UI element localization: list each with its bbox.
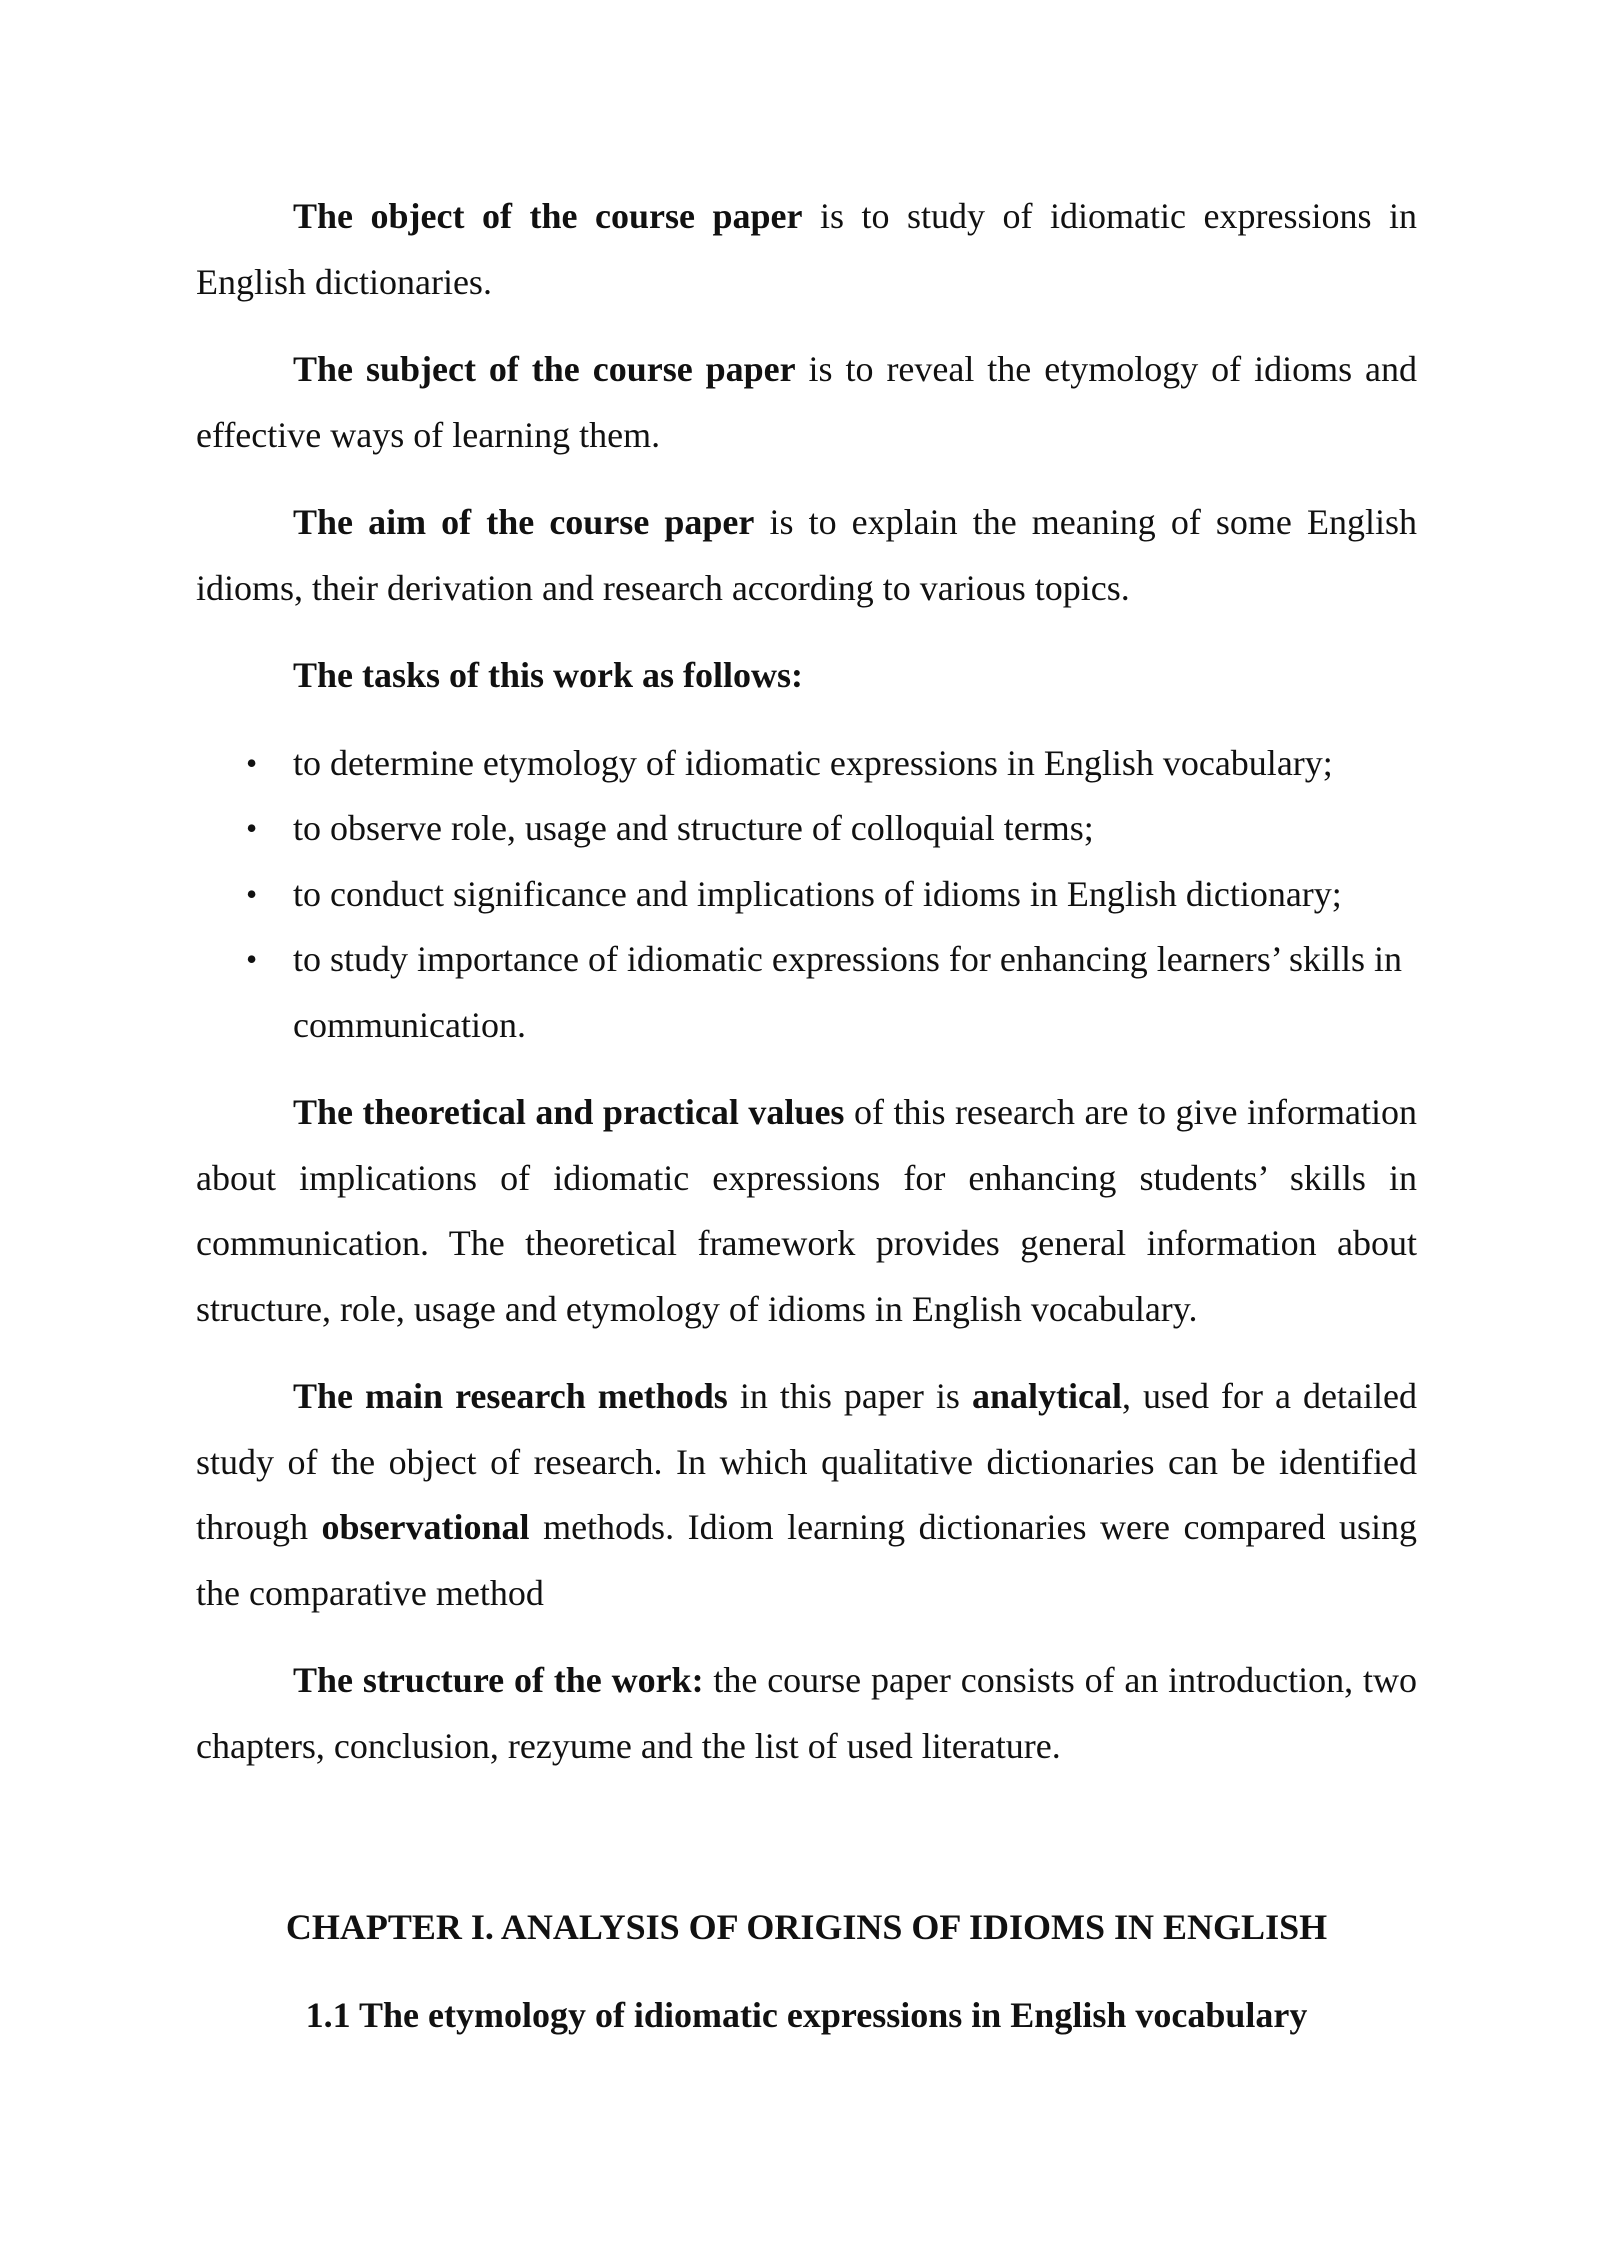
- chapter-heading: CHAPTER I. ANALYSIS OF ORIGINS OF IDIOMS IN ENGLISH: [285, 1907, 1328, 1947]
- bullet-icon: •: [246, 941, 258, 977]
- task-item: [196, 731, 1417, 797]
- task-text: to conduct significance and implications of idioms in English dictionary;: [293, 873, 1342, 914]
- task-item: [196, 862, 1417, 928]
- task-text: to study importance of idiomatic expressions for enhancing learners’ skills in communication.: [293, 939, 1403, 1045]
- task-item: [196, 927, 1417, 1058]
- values-label: The theoretical and practical values: [293, 1092, 845, 1132]
- tasks-heading: The tasks of this work as follows:: [293, 655, 804, 695]
- structure-label: The structure of the work:: [293, 1660, 704, 1700]
- object-label: The object of the course paper: [293, 196, 803, 236]
- methods-label: The main research methods: [293, 1376, 728, 1416]
- subject-label: The subject of the course paper: [293, 349, 796, 389]
- object-text: is to study of idiomatic expressions in English dictionaries.: [196, 196, 1417, 302]
- object-paragraph: [196, 184, 1417, 315]
- task-text: to determine etymology of idiomatic expressions in English vocabulary;: [293, 742, 1333, 783]
- subject-text: is to reveal the etymology of idioms and effective ways of learning them.: [196, 349, 1417, 455]
- methods-text-3: methods. Idiom learning dictionaries were compared using the comparative method: [196, 1507, 1417, 1613]
- document-page: [196, 184, 1417, 2048]
- values-paragraph: [196, 1080, 1417, 1342]
- bullet-icon: •: [246, 744, 258, 781]
- methods-paragraph: [196, 1364, 1417, 1626]
- subject-paragraph: [196, 337, 1417, 468]
- bullet-icon: •: [246, 810, 258, 846]
- aim-label: The aim of the course paper: [293, 502, 755, 542]
- aim-text: is to explain the meaning of some English idioms, their derivation and research according to various topics.: [196, 502, 1417, 608]
- methods-text-1: in this paper is: [727, 1376, 972, 1416]
- values-text: of this research are to give information about implications of idiomatic expressions for enhancing students’ skills in communication. The theoretical framework provides general information about structure, role, usage and etymology of idioms in English vocabulary.: [196, 1092, 1417, 1329]
- task-text: to observe role, usage and structure of colloquial terms;: [293, 808, 1094, 848]
- methods-observational: observational: [321, 1507, 530, 1547]
- task-item: [196, 796, 1417, 862]
- bullet-icon: •: [246, 875, 258, 912]
- aim-paragraph: [196, 490, 1417, 621]
- structure-text: the course paper consists of an introduction, two chapters, conclusion, rezyume and the list of used literature.: [196, 1660, 1417, 1766]
- tasks-list: [196, 731, 1417, 1059]
- structure-paragraph: [196, 1648, 1417, 1779]
- methods-analytical: analytical: [971, 1376, 1122, 1416]
- section-heading: 1.1 The etymology of idiomatic expressions in English vocabulary: [305, 1994, 1308, 2035]
- methods-text-2: , used for a detailed study of the object of research. In which qualitative dictionaries can be identified through: [196, 1376, 1417, 1547]
